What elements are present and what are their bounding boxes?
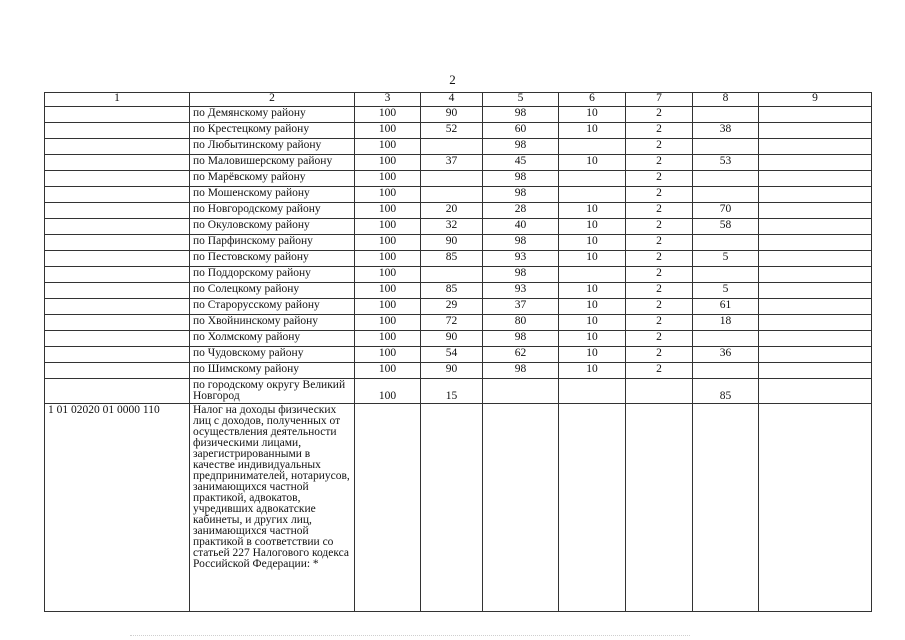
table-cell bbox=[693, 139, 759, 155]
district-name-cell: по Чудовскому району bbox=[190, 347, 355, 363]
table-cell bbox=[693, 363, 759, 379]
table-cell: 10 bbox=[559, 219, 626, 235]
table-cell: 100 bbox=[355, 379, 421, 404]
table-cell: 2 bbox=[626, 283, 693, 299]
district-name-cell: по Мошенскому району bbox=[190, 187, 355, 203]
table-cell: 10 bbox=[559, 315, 626, 331]
table-cell: 93 bbox=[483, 251, 559, 267]
table-cell bbox=[759, 315, 872, 331]
table-cell: 62 bbox=[483, 347, 559, 363]
table-cell: 10 bbox=[559, 123, 626, 139]
table-cell: 10 bbox=[559, 283, 626, 299]
table-row bbox=[45, 347, 872, 363]
table-cell bbox=[759, 171, 872, 187]
table-cell: 28 bbox=[483, 203, 559, 219]
district-name-cell: по Крестецкому району bbox=[190, 123, 355, 139]
table-cell: 100 bbox=[355, 347, 421, 363]
table-cell bbox=[45, 299, 190, 315]
table-row bbox=[45, 171, 872, 187]
table-cell bbox=[45, 331, 190, 347]
table-cell: 100 bbox=[355, 299, 421, 315]
table-cell: 100 bbox=[355, 331, 421, 347]
tax-description-cell: Налог на доходы физических лиц с доходов, полученных от осуществления деятельности физическими лицами, зарегистрированными в качестве индивидуальных предпринимателей, нотариусов, занимающихся частной практикой, адвокатов, учредивших адвокатские кабинеты, и других лиц, занимающихся частной практикой в соответствии со статьей 227 Налогового кодекса Российской Федерации: * bbox=[190, 404, 355, 612]
table-cell bbox=[559, 404, 626, 612]
table-cell bbox=[759, 363, 872, 379]
table-cell: 45 bbox=[483, 155, 559, 171]
table-cell: 58 bbox=[693, 219, 759, 235]
table-cell: 60 bbox=[483, 123, 559, 139]
table-cell: 90 bbox=[421, 235, 483, 251]
table-row bbox=[45, 363, 872, 379]
table-cell bbox=[45, 107, 190, 123]
district-name-cell: по Любытинскому району bbox=[190, 139, 355, 155]
table-cell bbox=[559, 379, 626, 404]
district-name-cell: по Шимскому району bbox=[190, 363, 355, 379]
table-cell bbox=[45, 251, 190, 267]
table-cell: 2 bbox=[626, 251, 693, 267]
table-cell bbox=[421, 171, 483, 187]
table-cell bbox=[45, 315, 190, 331]
table-cell: 100 bbox=[355, 203, 421, 219]
table-cell bbox=[759, 203, 872, 219]
district-name-cell: по Пестовскому району bbox=[190, 251, 355, 267]
table-cell bbox=[45, 139, 190, 155]
table-cell: 10 bbox=[559, 299, 626, 315]
table-row bbox=[45, 315, 872, 331]
district-name-cell: по Новгородскому району bbox=[190, 203, 355, 219]
column-header-5: 5 bbox=[483, 93, 559, 107]
column-number-header bbox=[45, 93, 872, 107]
table-cell: 18 bbox=[693, 315, 759, 331]
table-body bbox=[45, 93, 872, 612]
table-cell bbox=[759, 107, 872, 123]
table-cell bbox=[759, 155, 872, 171]
table-cell bbox=[759, 299, 872, 315]
table-cell bbox=[759, 347, 872, 363]
table-cell: 2 bbox=[626, 203, 693, 219]
table-cell bbox=[45, 363, 190, 379]
district-name-cell: по Маловишерскому району bbox=[190, 155, 355, 171]
table-row bbox=[45, 299, 872, 315]
table-cell bbox=[45, 203, 190, 219]
table-cell: 10 bbox=[559, 251, 626, 267]
table-cell: 2 bbox=[626, 235, 693, 251]
table-cell bbox=[483, 379, 559, 404]
column-header-7: 7 bbox=[626, 93, 693, 107]
table-cell: 100 bbox=[355, 235, 421, 251]
table-cell: 85 bbox=[421, 251, 483, 267]
table-cell: 2 bbox=[626, 299, 693, 315]
district-name-cell: по Холмскому району bbox=[190, 331, 355, 347]
table-cell: 10 bbox=[559, 347, 626, 363]
table-row bbox=[45, 331, 872, 347]
table-cell: 10 bbox=[559, 203, 626, 219]
table-cell: 2 bbox=[626, 171, 693, 187]
table-cell bbox=[693, 404, 759, 612]
district-name-cell: по Демянскому району bbox=[190, 107, 355, 123]
table-cell: 100 bbox=[355, 267, 421, 283]
table-cell bbox=[759, 219, 872, 235]
column-header-3: 3 bbox=[355, 93, 421, 107]
district-name-cell: по Хвойнинскому району bbox=[190, 315, 355, 331]
table-cell: 2 bbox=[626, 331, 693, 347]
table-cell bbox=[421, 404, 483, 612]
table-cell: 98 bbox=[483, 139, 559, 155]
table-row-okrug bbox=[45, 379, 872, 404]
table-cell: 10 bbox=[559, 235, 626, 251]
table-cell: 2 bbox=[626, 187, 693, 203]
table-cell: 10 bbox=[559, 155, 626, 171]
table-row bbox=[45, 187, 872, 203]
table-cell bbox=[421, 139, 483, 155]
table-cell bbox=[45, 171, 190, 187]
table-row bbox=[45, 139, 872, 155]
table-cell bbox=[559, 267, 626, 283]
table-cell: 20 bbox=[421, 203, 483, 219]
table-row bbox=[45, 219, 872, 235]
scan-artifact-line bbox=[130, 635, 690, 636]
table-cell bbox=[355, 404, 421, 612]
table-cell: 32 bbox=[421, 219, 483, 235]
column-header-2: 2 bbox=[190, 93, 355, 107]
district-name-cell: по Парфинскому району bbox=[190, 235, 355, 251]
table-cell: 98 bbox=[483, 187, 559, 203]
district-name-cell: по Старорусскому району bbox=[190, 299, 355, 315]
table-row bbox=[45, 123, 872, 139]
table-cell bbox=[693, 171, 759, 187]
table-cell: 98 bbox=[483, 235, 559, 251]
table-cell: 100 bbox=[355, 251, 421, 267]
column-header-8: 8 bbox=[693, 93, 759, 107]
column-header-9: 9 bbox=[759, 93, 872, 107]
table-cell: 100 bbox=[355, 107, 421, 123]
district-name-cell: по Марёвскому району bbox=[190, 171, 355, 187]
table-cell: 90 bbox=[421, 107, 483, 123]
table-cell: 90 bbox=[421, 331, 483, 347]
table-cell bbox=[45, 123, 190, 139]
table-cell bbox=[759, 251, 872, 267]
table-cell bbox=[693, 267, 759, 283]
table-cell: 100 bbox=[355, 139, 421, 155]
table-cell: 15 bbox=[421, 379, 483, 404]
table-cell: 2 bbox=[626, 219, 693, 235]
table-cell: 10 bbox=[559, 363, 626, 379]
table-cell bbox=[693, 235, 759, 251]
column-header-1: 1 bbox=[45, 93, 190, 107]
table-cell: 93 bbox=[483, 283, 559, 299]
column-header-4: 4 bbox=[421, 93, 483, 107]
table-cell: 85 bbox=[421, 283, 483, 299]
revenue-distribution-table bbox=[44, 92, 872, 612]
table-cell bbox=[559, 139, 626, 155]
table-cell: 2 bbox=[626, 155, 693, 171]
table-cell bbox=[759, 379, 872, 404]
table-cell: 100 bbox=[355, 123, 421, 139]
table-cell bbox=[559, 187, 626, 203]
table-cell: 100 bbox=[355, 219, 421, 235]
district-name-cell: по Солецкому району bbox=[190, 283, 355, 299]
table-cell bbox=[45, 283, 190, 299]
table-cell bbox=[693, 331, 759, 347]
table-cell: 40 bbox=[483, 219, 559, 235]
table-row bbox=[45, 155, 872, 171]
table-cell: 72 bbox=[421, 315, 483, 331]
table-cell: 38 bbox=[693, 123, 759, 139]
table-cell: 98 bbox=[483, 331, 559, 347]
table-cell: 37 bbox=[421, 155, 483, 171]
table-cell: 98 bbox=[483, 171, 559, 187]
table-cell bbox=[45, 155, 190, 171]
table-cell bbox=[759, 235, 872, 251]
table-cell: 61 bbox=[693, 299, 759, 315]
table-cell bbox=[45, 379, 190, 404]
district-name-cell: по Поддорскому району bbox=[190, 267, 355, 283]
table-cell bbox=[45, 219, 190, 235]
okrug-name-cell: по городскому округу Великий Новгород bbox=[190, 379, 355, 404]
column-header-6: 6 bbox=[559, 93, 626, 107]
table-cell: 100 bbox=[355, 363, 421, 379]
table-cell bbox=[693, 107, 759, 123]
table-cell bbox=[45, 187, 190, 203]
table-cell: 36 bbox=[693, 347, 759, 363]
table-cell: 100 bbox=[355, 171, 421, 187]
table-row bbox=[45, 283, 872, 299]
table-cell bbox=[759, 123, 872, 139]
table-cell: 98 bbox=[483, 267, 559, 283]
table-cell: 2 bbox=[626, 107, 693, 123]
table-cell: 10 bbox=[559, 331, 626, 347]
budget-classification-code: 1 01 02020 01 0000 110 bbox=[45, 404, 190, 612]
table-cell: 54 bbox=[421, 347, 483, 363]
table-cell: 85 bbox=[693, 379, 759, 404]
table-row bbox=[45, 203, 872, 219]
table-cell bbox=[421, 267, 483, 283]
table-cell: 100 bbox=[355, 155, 421, 171]
table-cell: 2 bbox=[626, 139, 693, 155]
table-cell: 100 bbox=[355, 315, 421, 331]
table-cell: 2 bbox=[626, 267, 693, 283]
table-cell: 2 bbox=[626, 123, 693, 139]
table-cell bbox=[759, 331, 872, 347]
table-row bbox=[45, 107, 872, 123]
table-cell: 10 bbox=[559, 107, 626, 123]
table-row bbox=[45, 235, 872, 251]
table-cell: 90 bbox=[421, 363, 483, 379]
table-cell: 100 bbox=[355, 187, 421, 203]
table-cell bbox=[559, 171, 626, 187]
table-cell bbox=[693, 187, 759, 203]
table-cell: 2 bbox=[626, 363, 693, 379]
table-cell bbox=[759, 404, 872, 612]
table-cell: 53 bbox=[693, 155, 759, 171]
table-cell: 5 bbox=[693, 251, 759, 267]
table-row bbox=[45, 251, 872, 267]
table-cell: 80 bbox=[483, 315, 559, 331]
table-cell bbox=[626, 404, 693, 612]
table-cell: 29 bbox=[421, 299, 483, 315]
table-cell bbox=[759, 187, 872, 203]
table-cell bbox=[759, 283, 872, 299]
table-cell bbox=[421, 187, 483, 203]
district-name-cell: по Окуловскому району bbox=[190, 219, 355, 235]
table-cell: 98 bbox=[483, 107, 559, 123]
table-cell: 98 bbox=[483, 363, 559, 379]
table-cell bbox=[626, 379, 693, 404]
table-cell: 2 bbox=[626, 315, 693, 331]
table-cell: 37 bbox=[483, 299, 559, 315]
table-cell: 5 bbox=[693, 283, 759, 299]
table-row bbox=[45, 267, 872, 283]
table-cell: 70 bbox=[693, 203, 759, 219]
table-cell bbox=[45, 235, 190, 251]
table-cell bbox=[45, 347, 190, 363]
table-cell: 100 bbox=[355, 283, 421, 299]
table-cell bbox=[759, 267, 872, 283]
table-cell bbox=[759, 139, 872, 155]
page-number: 2 bbox=[449, 72, 456, 87]
table-row-tax-code bbox=[45, 404, 872, 612]
table-cell: 52 bbox=[421, 123, 483, 139]
table-cell bbox=[483, 404, 559, 612]
table-cell: 2 bbox=[626, 347, 693, 363]
table-cell bbox=[45, 267, 190, 283]
